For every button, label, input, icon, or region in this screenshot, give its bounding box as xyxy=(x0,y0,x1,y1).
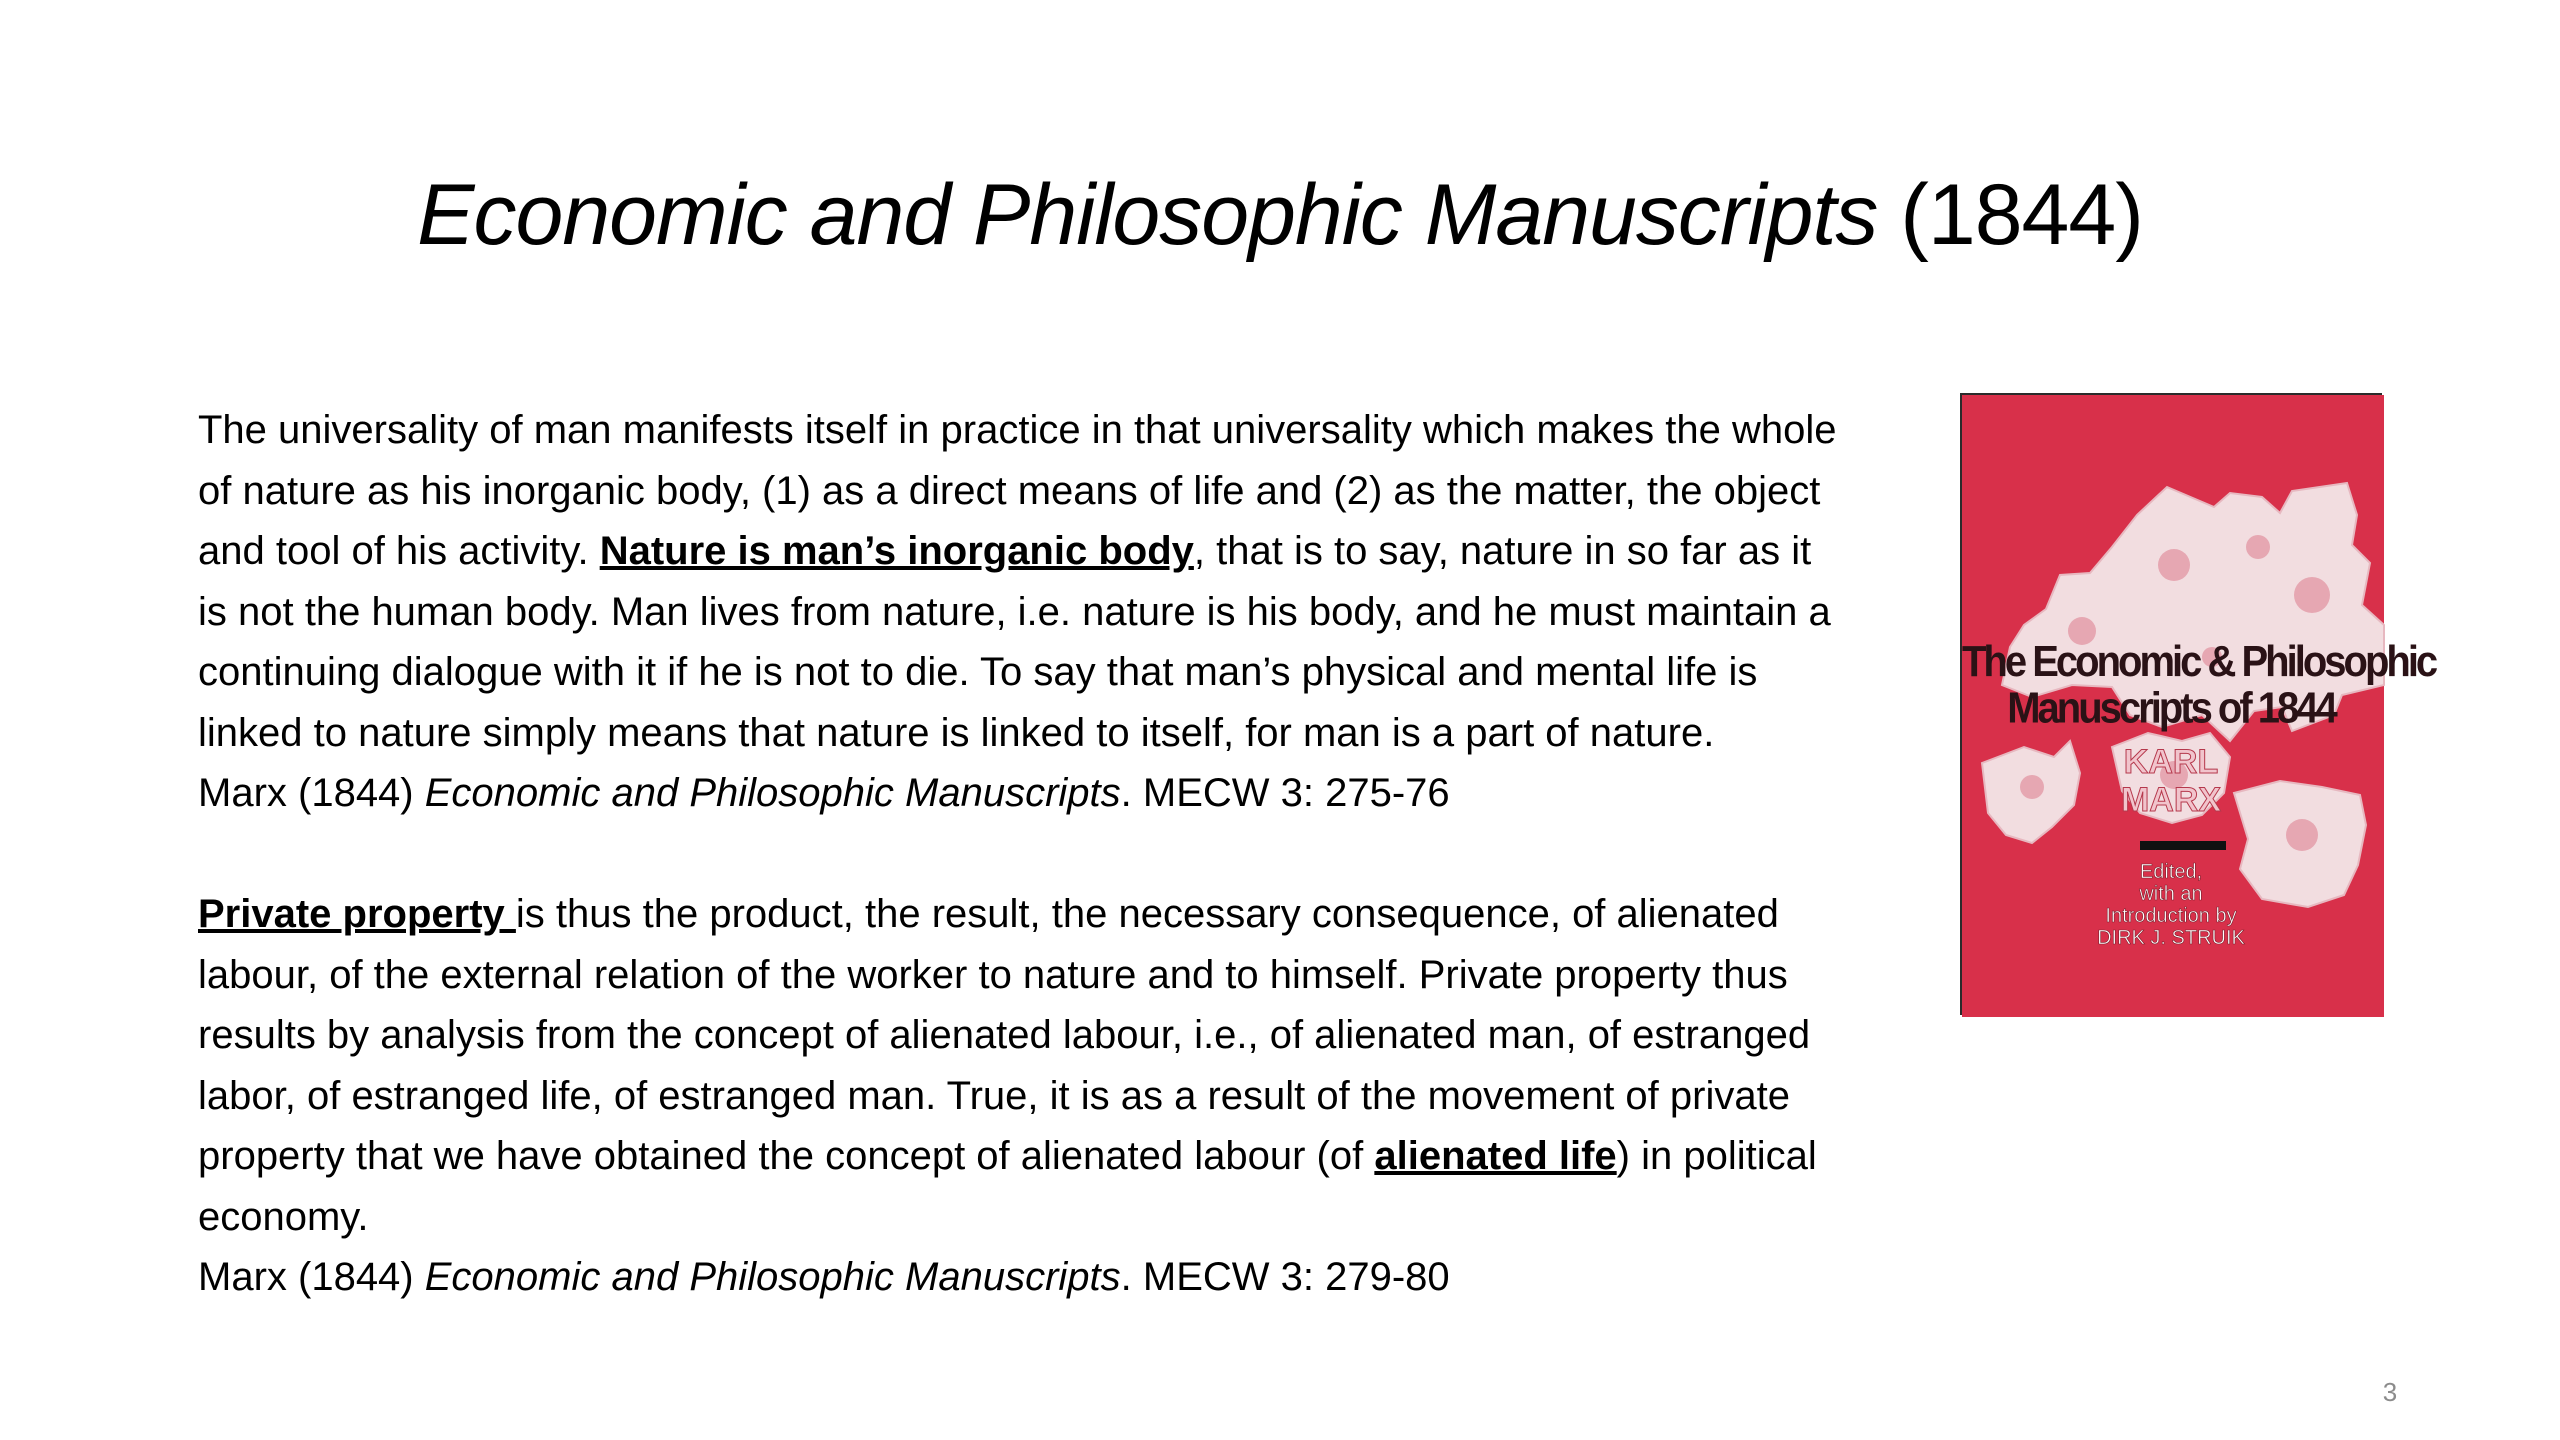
book-cover-image xyxy=(1960,393,2436,1015)
quote-2-highlight-alienated-life: alienated life xyxy=(1374,1134,1617,1178)
title-work-name: Economic and Philosophic Manuscripts xyxy=(417,167,1878,263)
quote-1-text-end: , that is to say, nature in so far as it is not the human body. Man lives from nature, i.e. nature is his body, and he must maintain a continuing dialogue with it if he is not to die. To say that man’s physical and mental life is linked to nature simply means that nature is linked to itself, for man is a part of nature. xyxy=(198,529,1831,755)
citation-1-author: Marx (1844) xyxy=(198,771,425,815)
cover-divider xyxy=(2140,841,2226,850)
citation-1-work: Economic and Philosophic Manuscripts xyxy=(424,771,1121,815)
quotes-body xyxy=(198,400,1838,1308)
quote-1-text-start: The universality of man manifests itself in practice in that universality which makes the whole of nature as his inorganic body, (1) as a direct means of life and (2) as the matter, the object and tool of his activity. xyxy=(198,408,1837,573)
quote-1-highlight: Nature is man’s inorganic body xyxy=(599,529,1194,573)
quote-2-text-end: ) in political economy. xyxy=(198,1134,1817,1239)
cover-author-line-1: KARL xyxy=(2123,743,2219,781)
page-number: 3 xyxy=(2382,1377,2398,1407)
title-year: (1844) xyxy=(1877,167,2143,263)
cover-editor-line-4: DIRK J. STRUIK xyxy=(2097,927,2245,949)
slide-title xyxy=(0,160,2560,270)
cover-author xyxy=(1962,743,2380,819)
paragraph-spacer xyxy=(198,824,1838,885)
citation-2-reference: . MECW 3: 279-80 xyxy=(1120,1255,1450,1299)
citation-2-work: Economic and Philosophic Manuscripts xyxy=(424,1255,1121,1299)
cover-title xyxy=(1962,637,2436,733)
cover-editor-credit xyxy=(1962,861,2380,949)
citation-2-author: Marx (1844) xyxy=(198,1255,425,1299)
quote-1-citation xyxy=(198,763,1838,824)
quote-2-text-start: is thus the product, the result, the necessary consequence, of alienated labour, of the external relation of the worker to nature and to himself. Private property thus results by analysis from the concept of alienated labour, i.e., of alienated man, of estranged labor, of estranged life, of estranged man. True, it is as a result of the movement of private property that we have obtained the concept of alienated labour (of xyxy=(198,892,1811,1178)
quote-2-highlight-private-property: Private property xyxy=(198,892,516,936)
quote-2-citation xyxy=(198,1247,1838,1308)
cover-editor-line-1: Edited, xyxy=(2139,861,2203,883)
cover-author-line-2: MARX xyxy=(2120,781,2222,819)
citation-1-reference: . MECW 3: 275-76 xyxy=(1120,771,1450,815)
quote-2-paragraph xyxy=(198,884,1838,1247)
cover-editor-line-3: Introduction by xyxy=(2105,905,2237,927)
cover-editor-line-2: with an xyxy=(2139,883,2203,905)
cover-title-line-2: Manuscripts of 1844 xyxy=(2007,683,2335,733)
cover-title-line-1: The Economic & Philosophic xyxy=(1962,637,2436,687)
quote-1-paragraph xyxy=(198,400,1838,763)
